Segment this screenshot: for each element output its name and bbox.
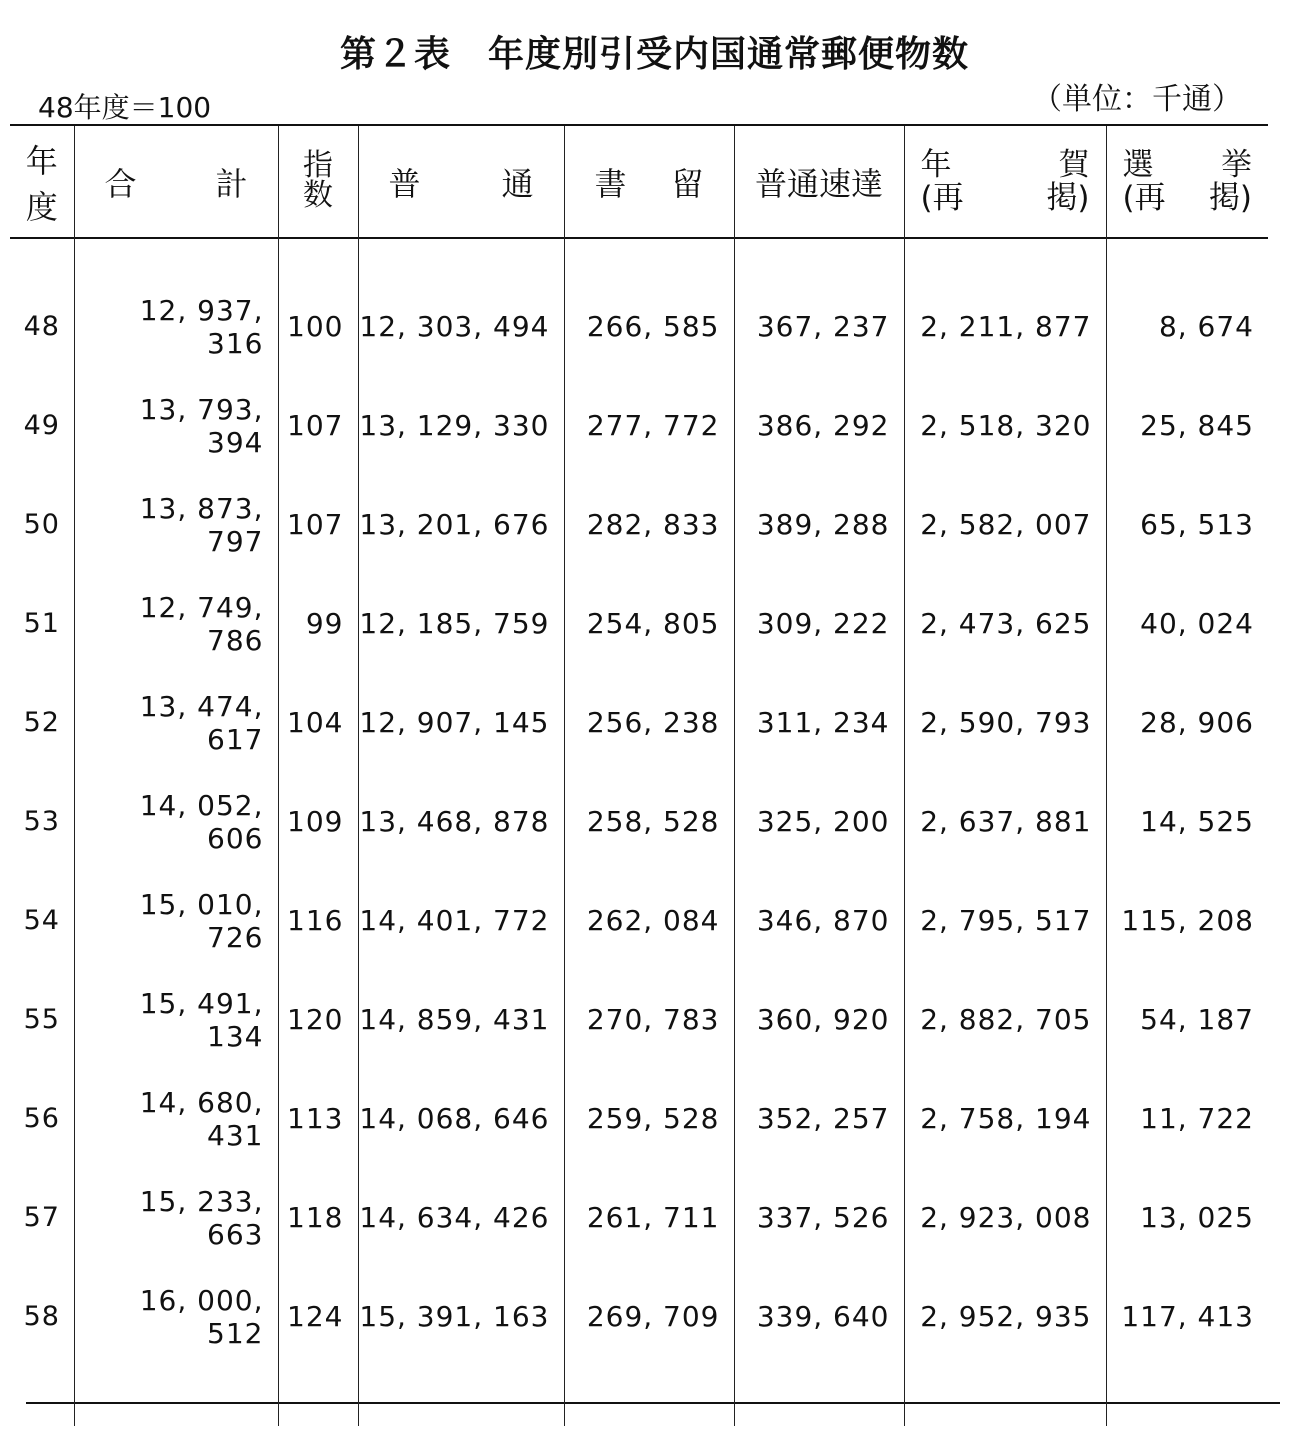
cell-express: 311, 234 bbox=[734, 673, 904, 772]
cell-year: 49 bbox=[23, 410, 60, 441]
cell-year: 56 bbox=[23, 1103, 60, 1134]
table-row bbox=[10, 772, 1268, 871]
cell-newyear: 2, 952, 935 bbox=[904, 1267, 1106, 1366]
mail-volume-table bbox=[10, 126, 1268, 1426]
cell-express: 367, 237 bbox=[734, 277, 904, 376]
cell-index: 99 bbox=[278, 574, 358, 673]
cell-total: 15, 233, 663 bbox=[74, 1168, 278, 1267]
header-registered: 書 留 bbox=[564, 126, 734, 237]
header-year: 年度 bbox=[25, 141, 58, 226]
cell-total: 14, 680, 431 bbox=[74, 1069, 278, 1168]
table-row bbox=[10, 673, 1268, 772]
cell-total: 12, 937, 316 bbox=[74, 277, 278, 376]
cell-election: 25, 845 bbox=[1106, 376, 1268, 475]
cell-express: 352, 257 bbox=[734, 1069, 904, 1168]
cell-total: 15, 491, 134 bbox=[74, 970, 278, 1069]
cell-index: 100 bbox=[278, 277, 358, 376]
base-year-note: 48年度＝100 bbox=[38, 91, 212, 124]
cell-express: 360, 920 bbox=[734, 970, 904, 1069]
cell-ordinary: 14, 068, 646 bbox=[358, 1069, 564, 1168]
cell-newyear: 2, 923, 008 bbox=[904, 1168, 1106, 1267]
cell-election: 54, 187 bbox=[1106, 970, 1268, 1069]
cell-index: 109 bbox=[278, 772, 358, 871]
cell-index: 113 bbox=[278, 1069, 358, 1168]
unit-note: （単位：千通） bbox=[1032, 82, 1242, 117]
cell-newyear: 2, 882, 705 bbox=[904, 970, 1106, 1069]
cell-year: 50 bbox=[23, 509, 60, 540]
cell-ordinary: 14, 634, 426 bbox=[358, 1168, 564, 1267]
cell-registered: 258, 528 bbox=[564, 772, 734, 871]
cell-ordinary: 12, 303, 494 bbox=[358, 277, 564, 376]
table-title: 第２表 年度別引受内国通常郵便物数 bbox=[339, 34, 969, 75]
cell-registered: 256, 238 bbox=[564, 673, 734, 772]
cell-election: 115, 208 bbox=[1106, 871, 1268, 970]
cell-newyear: 2, 582, 007 bbox=[904, 475, 1106, 574]
cell-year: 51 bbox=[23, 608, 60, 639]
cell-year: 53 bbox=[23, 806, 60, 837]
table-row bbox=[10, 277, 1268, 376]
cell-newyear: 2, 590, 793 bbox=[904, 673, 1106, 772]
header-index: 指 数 bbox=[278, 126, 358, 237]
cell-election: 40, 024 bbox=[1106, 574, 1268, 673]
cell-year: 55 bbox=[23, 1004, 60, 1035]
cell-express: 325, 200 bbox=[734, 772, 904, 871]
cell-express: 337, 526 bbox=[734, 1168, 904, 1267]
cell-index: 107 bbox=[278, 475, 358, 574]
cell-registered: 282, 833 bbox=[564, 475, 734, 574]
cell-ordinary: 15, 391, 163 bbox=[358, 1267, 564, 1366]
header-election: 選 挙 (再 掲) bbox=[1106, 126, 1268, 237]
cell-registered: 261, 711 bbox=[564, 1168, 734, 1267]
cell-ordinary: 12, 185, 759 bbox=[358, 574, 564, 673]
table-row bbox=[10, 376, 1268, 475]
header-express: 普通速達 bbox=[734, 126, 904, 237]
cell-express: 386, 292 bbox=[734, 376, 904, 475]
cell-year: 48 bbox=[23, 311, 60, 342]
cell-express: 346, 870 bbox=[734, 871, 904, 970]
cell-total: 13, 873, 797 bbox=[74, 475, 278, 574]
cell-newyear: 2, 473, 625 bbox=[904, 574, 1106, 673]
cell-index: 124 bbox=[278, 1267, 358, 1366]
cell-year: 54 bbox=[23, 905, 60, 936]
cell-index: 104 bbox=[278, 673, 358, 772]
header-newyear: 年 賀 (再 掲) bbox=[904, 126, 1106, 237]
header-total: 合 計 bbox=[74, 126, 278, 237]
cell-election: 65, 513 bbox=[1106, 475, 1268, 574]
cell-newyear: 2, 637, 881 bbox=[904, 772, 1106, 871]
bottom-spacer-row bbox=[10, 1366, 1268, 1426]
cell-election: 14, 525 bbox=[1106, 772, 1268, 871]
cell-registered: 269, 709 bbox=[564, 1267, 734, 1366]
header-row bbox=[10, 126, 1268, 237]
cell-newyear: 2, 758, 194 bbox=[904, 1069, 1106, 1168]
cell-ordinary: 14, 859, 431 bbox=[358, 970, 564, 1069]
top-spacer-row bbox=[10, 237, 1268, 277]
cell-total: 16, 000, 512 bbox=[74, 1267, 278, 1366]
cell-express: 389, 288 bbox=[734, 475, 904, 574]
cell-registered: 262, 084 bbox=[564, 871, 734, 970]
table-row bbox=[10, 1267, 1268, 1366]
cell-election: 13, 025 bbox=[1106, 1168, 1268, 1267]
cell-express: 309, 222 bbox=[734, 574, 904, 673]
cell-ordinary: 12, 907, 145 bbox=[358, 673, 564, 772]
cell-index: 120 bbox=[278, 970, 358, 1069]
cell-ordinary: 13, 201, 676 bbox=[358, 475, 564, 574]
cell-total: 14, 052, 606 bbox=[74, 772, 278, 871]
cell-year: 57 bbox=[23, 1202, 60, 1233]
cell-index: 116 bbox=[278, 871, 358, 970]
table-row bbox=[10, 1168, 1268, 1267]
cell-total: 15, 010, 726 bbox=[74, 871, 278, 970]
table-row bbox=[10, 475, 1268, 574]
cell-registered: 266, 585 bbox=[564, 277, 734, 376]
cell-election: 117, 413 bbox=[1106, 1267, 1268, 1366]
cell-election: 28, 906 bbox=[1106, 673, 1268, 772]
cell-registered: 254, 805 bbox=[564, 574, 734, 673]
header-ordinary: 普 通 bbox=[358, 126, 564, 237]
cell-newyear: 2, 518, 320 bbox=[904, 376, 1106, 475]
table-row bbox=[10, 574, 1268, 673]
cell-ordinary: 13, 129, 330 bbox=[358, 376, 564, 475]
cell-registered: 259, 528 bbox=[564, 1069, 734, 1168]
table-row bbox=[10, 871, 1268, 970]
cell-election: 8, 674 bbox=[1106, 277, 1268, 376]
cell-ordinary: 13, 468, 878 bbox=[358, 772, 564, 871]
table-row bbox=[10, 970, 1268, 1069]
cell-year: 58 bbox=[23, 1301, 60, 1332]
cell-total: 13, 474, 617 bbox=[74, 673, 278, 772]
cell-year: 52 bbox=[23, 707, 60, 738]
cell-newyear: 2, 795, 517 bbox=[904, 871, 1106, 970]
cell-index: 118 bbox=[278, 1168, 358, 1267]
cell-registered: 270, 783 bbox=[564, 970, 734, 1069]
cell-registered: 277, 772 bbox=[564, 376, 734, 475]
cell-total: 12, 749, 786 bbox=[74, 574, 278, 673]
cell-index: 107 bbox=[278, 376, 358, 475]
cell-express: 339, 640 bbox=[734, 1267, 904, 1366]
cell-newyear: 2, 211, 877 bbox=[904, 277, 1106, 376]
table-row bbox=[10, 1069, 1268, 1168]
cell-ordinary: 14, 401, 772 bbox=[358, 871, 564, 970]
cell-total: 13, 793, 394 bbox=[74, 376, 278, 475]
cell-election: 11, 722 bbox=[1106, 1069, 1268, 1168]
